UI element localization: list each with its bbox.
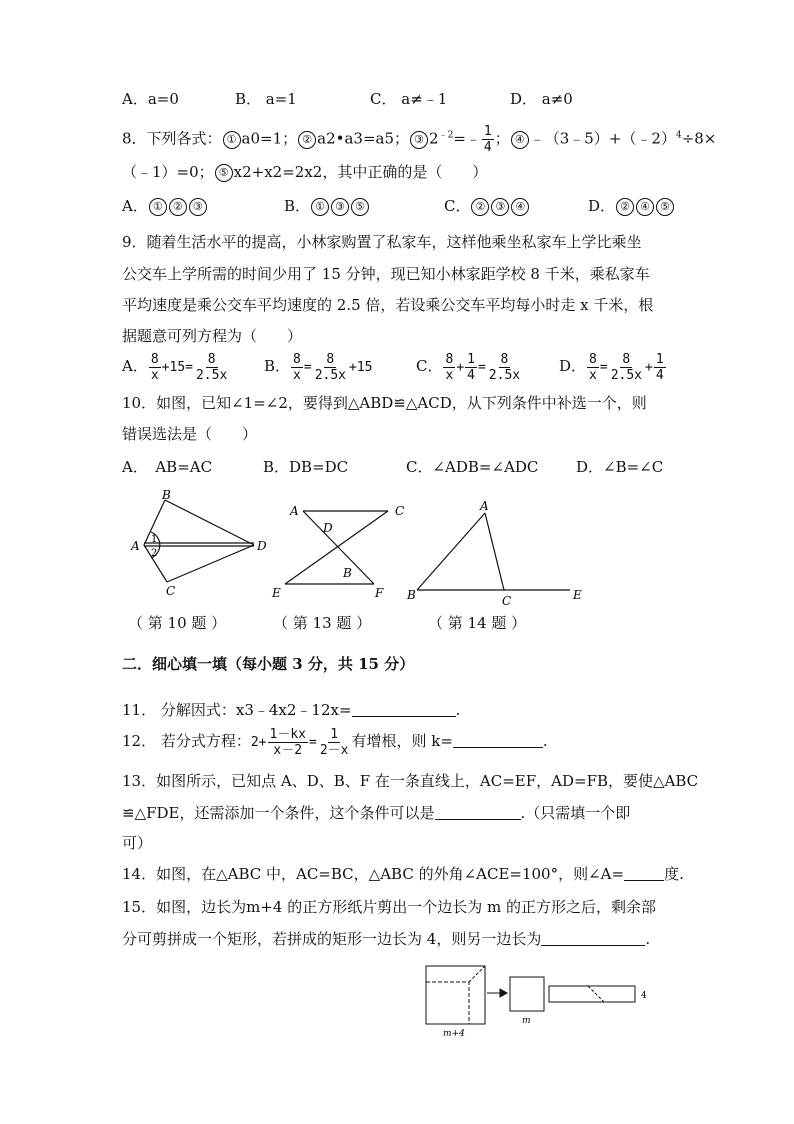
frac-den: x: [445, 367, 454, 383]
q8-option-d-num: ②: [616, 198, 634, 216]
q12-lead: 12． 若分式方程：: [122, 732, 251, 750]
q8-option-a-num: ③: [189, 198, 207, 216]
q14-answer-blank[interactable]: [624, 866, 664, 881]
frac-den: 4: [467, 367, 475, 383]
q8-option-a-num: ①: [149, 198, 167, 216]
q8-line2: [122, 162, 487, 182]
q10-option-d: D．∠B=∠C: [576, 458, 664, 476]
q14-text: 14．如图，在△ABC 中，AC=BC，△ABC 的外角∠ACE=100°，则∠A=: [122, 865, 625, 883]
frac-den: 2.5x: [314, 367, 346, 383]
q10-option-c: C．∠ADB=∠ADC: [406, 458, 539, 476]
q9-option-b: [264, 349, 372, 385]
fig10-label-a: A: [131, 539, 140, 553]
q12: [122, 723, 548, 761]
q8-option-c-num: ②: [471, 198, 489, 216]
q12-answer-blank[interactable]: [453, 733, 543, 748]
q8-option-b: [284, 196, 370, 216]
q8-option-c-num: ③: [491, 198, 509, 216]
figure-q15: [0, 960, 794, 1040]
frac-num: 8: [326, 351, 335, 367]
q8-option-d-num: ④: [636, 198, 654, 216]
q13-line2-end: .（只需填一个即: [520, 804, 631, 822]
q8-line1: [122, 124, 716, 155]
fig14-label-b: B: [407, 588, 416, 602]
q8-option-b-num: ⑤: [351, 198, 369, 216]
q8-item5-label: ⑤: [215, 164, 233, 182]
q8-item3-label: ③: [410, 131, 428, 149]
fig14-ab: [417, 513, 485, 590]
fig14-label-a: A: [480, 499, 489, 513]
frac-num: 8: [293, 351, 301, 367]
q14-end: 度.: [664, 865, 684, 883]
fig13-label-d: D: [323, 521, 333, 535]
fig10-label-d: D: [257, 539, 267, 553]
q8-item3-base: 2: [429, 129, 439, 148]
fig14-ac: [485, 513, 504, 590]
q9-option-b-end: +15: [349, 360, 373, 375]
q8-item3-frac: [482, 124, 494, 155]
frac-num: 1: [330, 726, 339, 742]
fig15-cut-line: [426, 982, 469, 1024]
q7-option-b: B． a=1: [235, 90, 297, 108]
q15-answer-blank[interactable]: [541, 931, 645, 946]
q13-line2: [122, 803, 630, 823]
q10-line1: 10．如图，已知∠1=∠2，要得到△ABD≌△ACD，从下列条件中补选一个，则: [122, 394, 647, 412]
q9-option-c-letter: C．: [416, 357, 443, 375]
q9-option-a-mid: +15=: [161, 360, 193, 375]
q13-line1: 13．如图所示，已知点 A、D、B、F 在一条直线上，AC=EF，AD=FB，要使△ABC: [122, 772, 699, 790]
q8-option-d-letter: D．: [588, 197, 616, 215]
q8-item2: a2•a3=a5；: [317, 129, 410, 148]
fig15-arrow-head: [500, 989, 507, 997]
fig10-label-b: B: [162, 488, 171, 502]
q15-end: .: [645, 930, 651, 948]
q7-option-c: C． a≠﹣1: [370, 90, 448, 108]
frac-den: 2.5x: [488, 367, 521, 383]
fig10-bd: [165, 500, 254, 545]
fig15-label-rect: 4: [641, 991, 647, 1001]
figure-q13: [285, 511, 388, 584]
q11-end: .: [455, 701, 461, 719]
frac-den: 2.5x: [195, 367, 228, 383]
q7-option-d: D． a≠0: [510, 90, 573, 108]
q8-item3-den: 4: [483, 140, 492, 155]
q9-option-d-letter: D．: [559, 357, 587, 375]
q9-line1: 9．随着生活水平的提高，小林家购置了私家车，这样他乘坐私家车上学比乘坐: [122, 233, 642, 251]
fig13-label-c: C: [395, 504, 405, 518]
frac-den: x: [589, 367, 597, 383]
q9-option-c: [416, 349, 523, 385]
q8-option-a-num: ②: [169, 198, 187, 216]
q8-option-a: [122, 196, 208, 216]
q8-item5: x2+x2=2x2，其中正确的是（ ）: [233, 163, 488, 181]
frac-num: 8: [622, 351, 631, 367]
q7-option-a: A．a=0: [122, 90, 179, 108]
q12-tail: 有增根，则 k=: [351, 732, 453, 750]
fig15-small-square: [510, 977, 544, 1011]
fig14-label-e: E: [573, 588, 582, 602]
q14: [122, 864, 684, 884]
q9-line4: 据题意可列方程为（ ）: [122, 327, 303, 345]
q8-option-b-num: ③: [331, 198, 349, 216]
q8-item1-label: ①: [223, 131, 241, 149]
q9-option-d-mid: =: [599, 360, 608, 375]
q9-option-c-mid: +: [456, 360, 465, 375]
frac-num: 8: [500, 351, 509, 367]
frac-num: 8: [589, 351, 597, 367]
frac-den: x: [293, 367, 301, 383]
q9-option-b-mid: =: [303, 360, 312, 375]
frac-den: 4: [655, 367, 664, 383]
frac-num: 1: [655, 351, 664, 367]
q8-item4-b: ÷8×: [681, 129, 717, 148]
fig10-label-c: C: [166, 584, 176, 598]
fig15-rectangle: [549, 986, 635, 1002]
frac-num: 8: [207, 351, 216, 367]
fig15-diagonal: [469, 966, 485, 982]
fig10-angle-1: 1: [151, 534, 158, 545]
q11: [122, 700, 460, 720]
figure-q10: [144, 500, 254, 582]
q8-option-c-num: ④: [511, 198, 529, 216]
q12-eq: =: [309, 735, 317, 750]
q8-option-c-letter: C．: [444, 197, 471, 215]
frac-num: 1－kx: [269, 726, 306, 742]
fig15-label-small: m: [522, 1016, 531, 1026]
frac-den: x－2: [273, 742, 303, 758]
q8-item4-a: ﹣（3﹣5）+（﹣2）: [529, 129, 676, 148]
q15-line1: 15．如图，边长为m+4 的正方形纸片剪出一个边长为 m 的正方形之后，剩余部: [122, 898, 656, 916]
q8-item4-label: ④: [511, 131, 529, 149]
frac-num: 8: [150, 351, 159, 367]
q8-item3-end: ；: [494, 129, 510, 148]
q8-item1: a0=1；: [241, 129, 298, 148]
fig13-af: [303, 511, 374, 584]
section2-title: 二．细心填一填（每小题 3 分，共 15 分）: [122, 655, 415, 673]
fig13-label-b: B: [343, 566, 352, 580]
fig14-caption: （ 第 14 题 ）: [428, 614, 527, 632]
q8-option-b-num: ①: [311, 198, 329, 216]
frac-num: 8: [445, 351, 454, 367]
fig15-rect-cut: [588, 986, 604, 1002]
fig10-angle-2: 2: [151, 548, 158, 559]
fig10-cd: [167, 545, 254, 582]
fig13-label-e: E: [272, 586, 281, 600]
figure-q14: [417, 513, 570, 590]
q9-option-d: [559, 349, 667, 385]
q9-option-c-mid: =: [477, 360, 486, 375]
geometry-figures: [0, 485, 794, 615]
q8-option-a-letter: A．: [122, 197, 148, 215]
q13-line3: 可）: [122, 834, 153, 852]
fig13-ce: [285, 511, 388, 584]
fig13-caption: （ 第 13 题 ）: [273, 614, 372, 632]
q8-line2-start: （﹣1）=0；: [122, 163, 214, 181]
q10-option-b: B．DB=DC: [263, 458, 349, 476]
q8-item3-exp: ﹣2: [438, 130, 454, 141]
frac-den: 2－x: [319, 742, 349, 758]
frac-den: x: [150, 367, 159, 383]
q8-option-d: [588, 196, 675, 216]
frac-num: 1: [467, 351, 475, 367]
q15-line2: [122, 929, 650, 949]
frac-den: 2.5x: [610, 367, 642, 383]
q15-line2-text: 分可剪拼成一个矩形，若拼成的矩形一边长为 4，则另一边长为: [122, 930, 542, 948]
q8-option-c: [444, 196, 530, 216]
fig13-label-f: F: [375, 586, 384, 600]
fig15-label-big: m+4: [443, 1029, 465, 1039]
q13-answer-blank[interactable]: [435, 805, 521, 820]
q9-option-a: [122, 349, 230, 385]
q10-option-a: A． AB=AC: [122, 458, 213, 476]
q11-text: 11． 分解因式：x3﹣4x2﹣12x=: [122, 701, 352, 719]
fig10-caption: （ 第 10 题 ）: [128, 614, 227, 632]
q9-option-b-letter: B．: [264, 357, 291, 375]
q12-end: .: [542, 732, 548, 750]
q8-item3-eq: =﹣: [453, 129, 481, 148]
q8-item2-label: ②: [298, 131, 316, 149]
q8-lead: 8．下列各式：: [122, 129, 222, 148]
q9-line2: 公交车上学所需的时间少用了 15 分钟，现已知小林家距学校 8 千米，乘私家车: [122, 265, 650, 283]
q8-option-b-letter: B．: [284, 197, 311, 215]
fig13-label-a: A: [290, 504, 299, 518]
q9-option-d-mid: +: [645, 360, 653, 375]
fig14-label-c: C: [502, 594, 512, 608]
q11-answer-blank[interactable]: [352, 702, 456, 717]
q8-item3-num: 1: [483, 124, 492, 139]
q8-item4-exp: 4: [675, 130, 682, 141]
q12-two-plus: 2+: [250, 735, 267, 750]
q9-option-a-letter: A．: [122, 357, 148, 375]
q9-line3: 平均速度是乘公交车平均速度的 2.5 倍，若设乘公交车平均每小时走 x 千米，根: [122, 296, 654, 314]
q8-option-d-num: ⑤: [656, 198, 674, 216]
q10-line2: 错误选法是（ ）: [122, 425, 258, 443]
q13-line2-text: ≌△FDE，还需添加一个条件，这个条件可以是: [122, 804, 435, 822]
